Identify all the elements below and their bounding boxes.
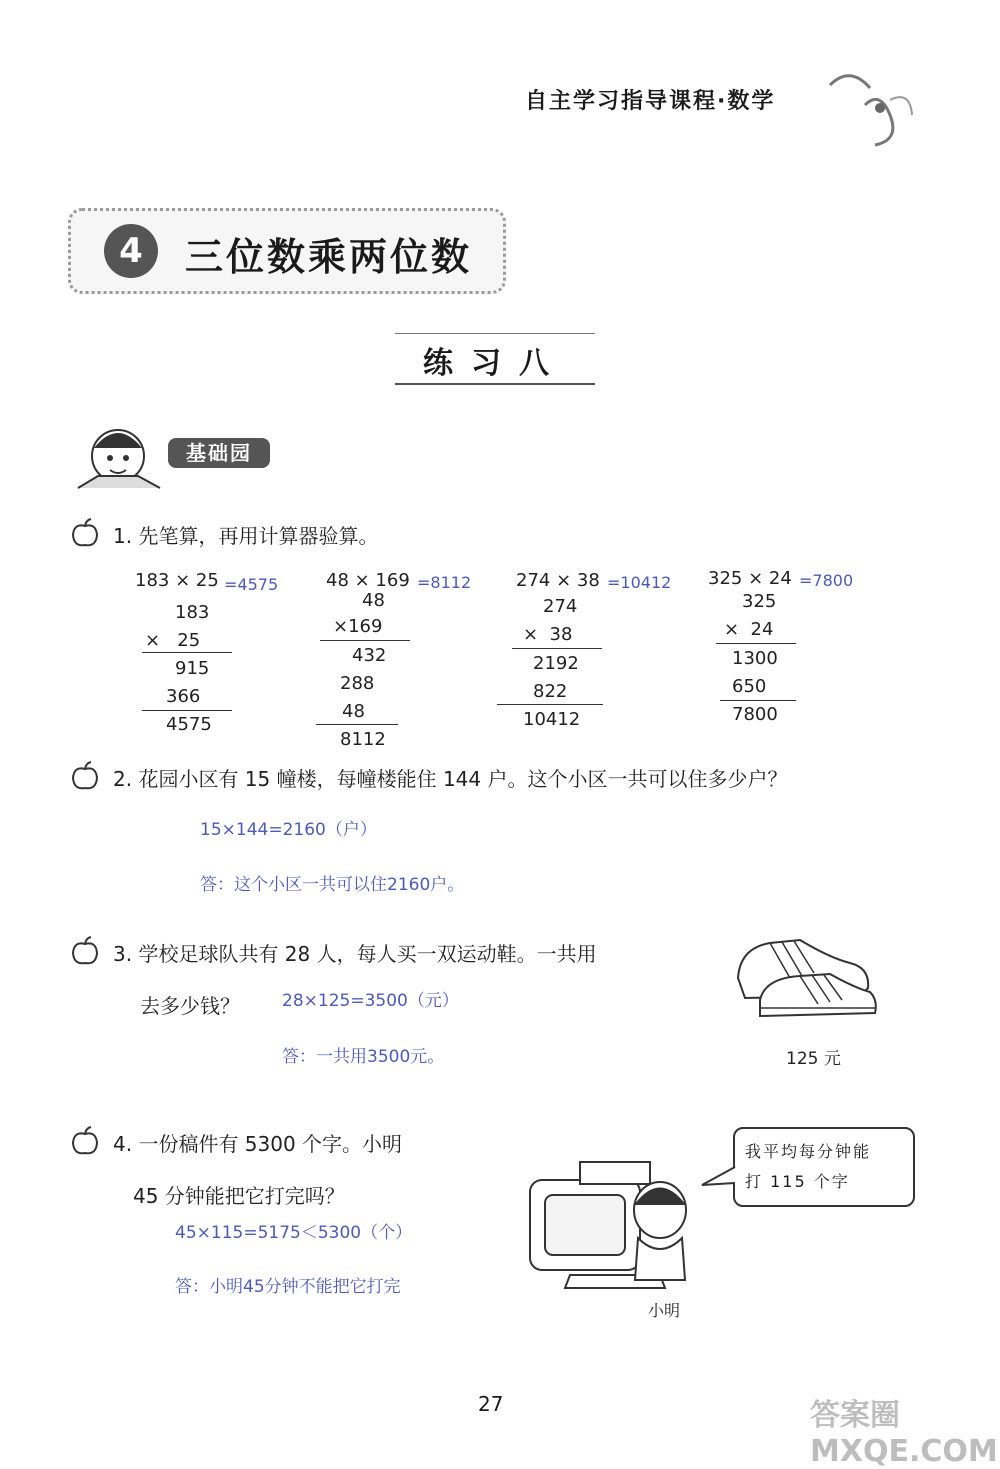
q1-line-4b: [720, 700, 796, 701]
header-decoration-icon: [820, 60, 920, 150]
sneakers-icon: [730, 918, 880, 1028]
q1-line-2b: [316, 724, 398, 725]
q1-p1-4: 1300: [732, 648, 778, 669]
q1-line-2a: [320, 640, 410, 641]
header-title: 自主学习指导课程·数学: [525, 89, 776, 114]
q3-text-line1: 3. 学校足球队共有 28 人，每人买一双运动鞋。一共用: [113, 942, 597, 966]
q4-text-line2: 45 分钟能把它打完吗？: [133, 1184, 345, 1208]
exercise-title: 练习八: [423, 346, 567, 381]
q4-caption: 小明: [648, 1301, 681, 1320]
q1-expr-1: 183 × 25: [135, 570, 219, 591]
q4-work: 45×115=5175＜5300（个）: [175, 1223, 413, 1243]
q1-total-2: 8112: [340, 729, 386, 750]
q1-result-3: =10412: [607, 573, 672, 592]
section-badge: 基础园: [168, 438, 270, 468]
q1-result-1: =4575: [224, 575, 279, 594]
q1-p2-3: 822: [533, 681, 568, 702]
q1-total-1: 4575: [166, 714, 212, 735]
q2-answer: 答：这个小区一共可以住2160户。: [200, 875, 465, 895]
q1-top-4: 325: [742, 591, 777, 612]
q2-work: 15×144=2160（户）: [200, 820, 377, 840]
q1-result-2: =8112: [417, 573, 472, 592]
watermark: 答案圈 MXQE.COM: [810, 1398, 998, 1469]
q1-p2-4: 650: [732, 676, 767, 697]
q2-text: 2. 花园小区有 15 幢楼，每幢楼能住 144 户。这个小区一共可以住多少户？: [113, 767, 788, 791]
apple-icon: [68, 517, 102, 551]
q1-line-1a: [142, 652, 232, 653]
q3-price-label: 125 元: [786, 1049, 841, 1069]
q1-expr-2: 48 × 169: [326, 570, 410, 591]
q1-total-3: 10412: [523, 709, 581, 730]
q1-text: 1. 先笔算，再用计算器验算。: [113, 524, 379, 548]
exercise-title-line-bottom: [395, 383, 595, 385]
apple-icon: [68, 1125, 102, 1159]
q3-text-line2: 去多少钱？: [140, 994, 240, 1018]
chapter-title: 三位数乘两位数: [185, 235, 473, 279]
apple-icon: [68, 760, 102, 794]
q1-mult-4: × 24: [724, 619, 774, 640]
q1-mult-3: × 38: [523, 624, 573, 645]
q1-line-1b: [142, 710, 232, 711]
mascot-icon: [68, 418, 168, 498]
speech-line1: 我平均每分钟能: [745, 1142, 872, 1161]
q1-mult-1: × 25: [145, 630, 201, 651]
q1-p1-1: 915: [175, 658, 210, 679]
speech-line2: 打 115 个字: [745, 1172, 850, 1191]
q1-expr-4: 325 × 24: [708, 568, 792, 589]
exercise-title-line-top: [395, 333, 595, 334]
q1-p3-2: 48: [342, 701, 365, 722]
computer-boy-icon: [520, 1150, 690, 1300]
q1-p1-3: 2192: [533, 653, 579, 674]
page-number: 27: [478, 1392, 504, 1416]
q1-top-3: 274: [543, 596, 578, 617]
q1-top-2: 48: [362, 590, 385, 611]
q1-result-4: =7800: [799, 571, 854, 590]
q1-p2-1: 366: [166, 686, 201, 707]
q4-text-line1: 4. 一份稿件有 5300 个字。小明: [113, 1132, 403, 1156]
q1-p1-2: 432: [352, 645, 387, 666]
speech-tail-icon: [700, 1165, 740, 1195]
q4-answer: 答：小明45分钟不能把它打完: [175, 1277, 401, 1297]
q1-mult-2: ×169: [333, 616, 383, 637]
q1-p2-2: 288: [340, 673, 375, 694]
q1-line-3b: [497, 704, 603, 705]
q3-answer: 答：一共用3500元。: [282, 1047, 445, 1067]
q1-line-3a: [512, 648, 602, 649]
q3-work: 28×125=3500（元）: [282, 991, 459, 1011]
chapter-number: 4: [104, 224, 158, 278]
apple-icon: [68, 935, 102, 969]
q1-top-1: 183: [175, 602, 210, 623]
q1-line-4a: [716, 643, 796, 644]
q1-total-4: 7800: [732, 704, 778, 725]
q1-expr-3: 274 × 38: [516, 570, 600, 591]
